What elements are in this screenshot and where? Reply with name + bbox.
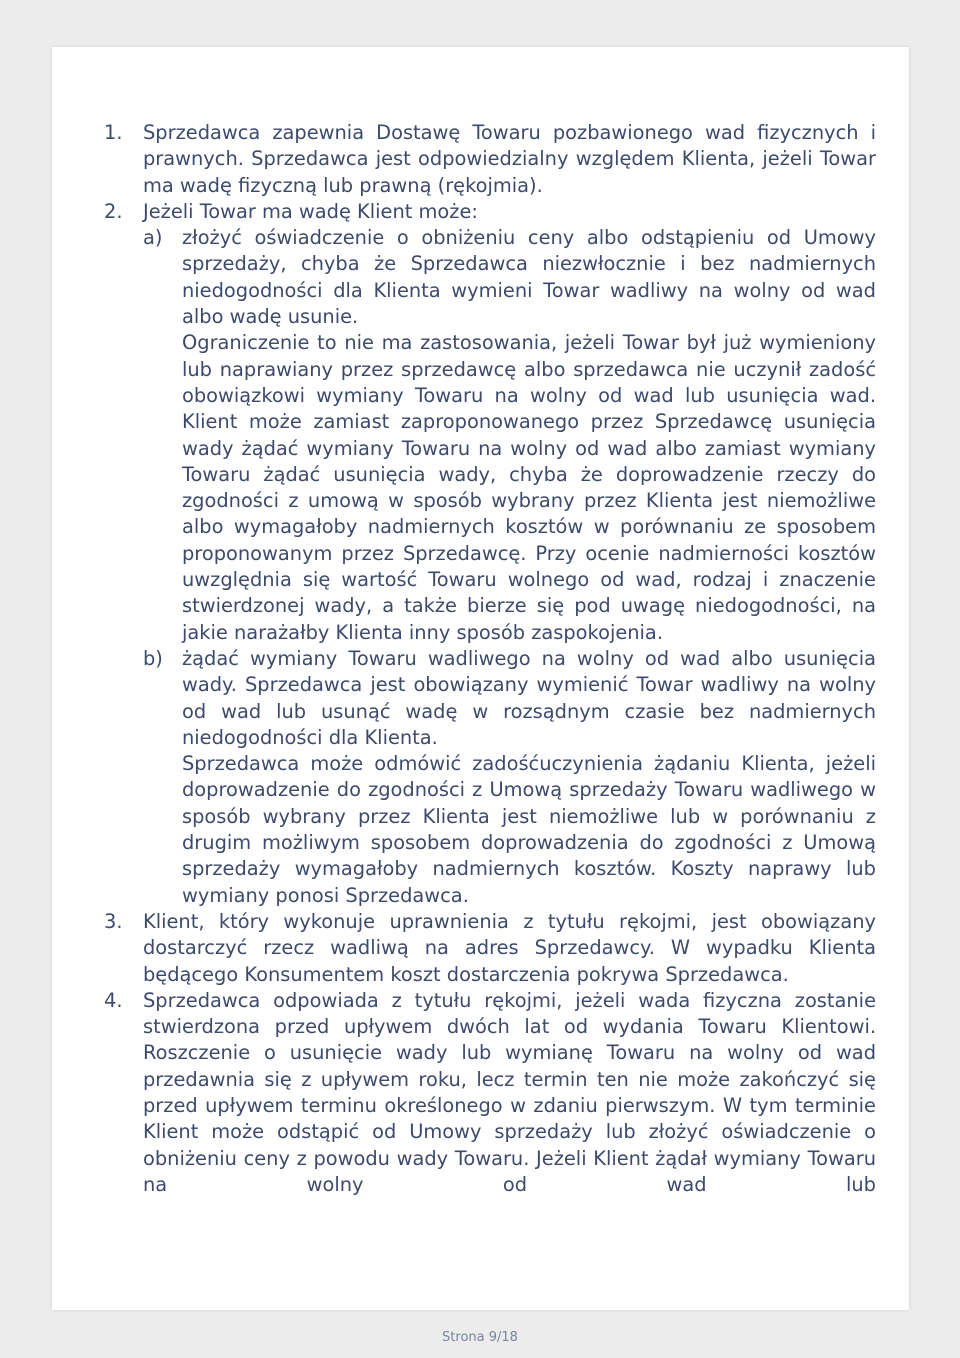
item-text: Klient, który wykonuje uprawnienia z tytułu rękojmi, jest obowiązany dostarczyć rzecz wadliwą na adres Sprzedawcy. W wypadku Klienta będącego Konsumentem koszt dostarczenia pokrywa Sprzedawca. bbox=[143, 909, 876, 986]
page-number: Strona 9/18 bbox=[442, 1330, 518, 1345]
subitem-body bbox=[182, 225, 876, 646]
list-item-4 bbox=[104, 988, 876, 1198]
subitem-label: b) bbox=[143, 646, 163, 670]
subitem-body bbox=[182, 646, 876, 909]
subitem-a bbox=[143, 225, 876, 646]
subitem-b bbox=[143, 646, 876, 909]
list-item-1 bbox=[104, 120, 876, 199]
item-text: Jeżeli Towar ma wadę Klient może: bbox=[143, 199, 478, 223]
list-item-3 bbox=[104, 909, 876, 988]
list-item-2 bbox=[104, 199, 876, 909]
paragraph: Sprzedawca może odmówić zadośćuczynienia żądaniu Klienta, jeżeli doprowadzenie do zgodności z Umową sprzedaży Towaru wadliwego w sposób wybrany przez Klienta jest niemożliwe lub w porównaniu z drugim możliwym sposobem doprowadzenia do zgodności z Umową sprzedaży wymagałoby nadmiernych kosztów. Koszty naprawy lub wymiany ponosi Sprzedawca. bbox=[182, 752, 876, 907]
item-text: Sprzedawca zapewnia Dostawę Towaru pozbawionego wad fizycznych i prawnych. Sprzedawca jest odpowiedzialny względem Klienta, jeżeli Towar ma wadę fizyczną lub prawną (rękojmia). bbox=[143, 121, 876, 197]
item-number: 2. bbox=[104, 199, 123, 223]
paragraph: złożyć oświadczenie o obniżeniu ceny albo odstąpieniu od Umowy sprzedaży, chyba że Sprzedawca niezwłocznie i bez nadmiernych niedogodności dla Klienta wymieni Towar wadliwy na wolny od wad albo wadę usunie. bbox=[182, 226, 876, 329]
item-number: 3. bbox=[104, 909, 123, 933]
paragraph: żądać wymiany Towaru wadliwego na wolny od wad albo usunięcia wady. Sprzedawca jest obowiązany wymienić Towar wadliwy na wolny od wad lub usunąć wadę w rozsądnym czasie bez nadmiernych niedogodności dla Klienta. bbox=[182, 646, 876, 749]
item-body bbox=[143, 199, 876, 909]
item-number: 1. bbox=[104, 121, 123, 144]
paragraph: Ograniczenie to nie ma zastosowania, jeżeli Towar był już wymieniony lub naprawiany przez sprzedawcę albo sprzedawca nie uczynił zadość obowiązkowi wymiany Towaru na wolny od wad lub usunięcia wad. Klient może zamiast zaproponowanego przez Sprzedawcę usunięcia wady żądać wymiany Towaru na wolny od wad albo zamiast wymiany Towaru żądać usunięcia wady, chyba że doprowadzenie rzeczy do zgodności z umową w sposób wybrany przez Klienta jest niemożliwe albo wymagałoby nadmiernych kosztów w porównaniu ze sposobem proponowanym przez Sprzedawcę. Przy ocenie nadmierności kosztów uwzględnia się wartość Towaru wolnego od wad, rodzaj i znaczenie stwierdzonej wady, a także bierze się pod uwagę niedogodności, na jakie narażałby Klienta inny sposób zaspokojenia. bbox=[182, 331, 876, 644]
document-page bbox=[52, 47, 909, 1310]
item-number: 4. bbox=[104, 988, 123, 1012]
subitem-label: a) bbox=[143, 226, 163, 250]
item-text: Sprzedawca odpowiada z tytułu rękojmi, jeżeli wada fizyczna zostanie stwierdzona przed upływem dwóch lat od wydania Towaru Klientowi. Roszczenie o usunięcie wady lub wymianę Towaru na wolny od wad przedawnia się z upływem roku, lecz termin ten nie może zakończyć się przed upływem terminu określonego w zdaniu pierwszym. W tym terminie Klient może odstąpić od Umowy sprzedaży lub złożyć oświadczenie o obniżeniu ceny z powodu wady Towaru. Jeżeli Klient żądał wymiany Towaru na wolny od wad lub bbox=[143, 988, 876, 1196]
document-content bbox=[104, 120, 876, 1198]
